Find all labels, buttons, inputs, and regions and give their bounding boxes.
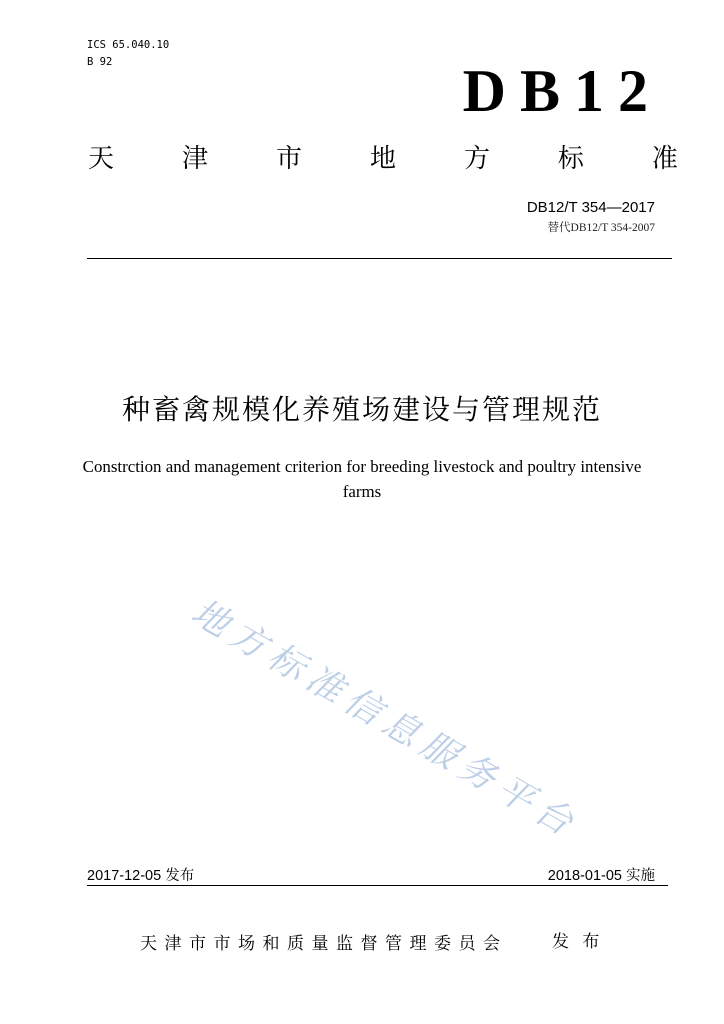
replaces-note: 替代DB12/T 354-2007 (547, 222, 655, 234)
standard-type-char: 标 (557, 144, 584, 174)
standard-type-char: 市 (275, 144, 302, 174)
standard-type-char: 准 (651, 144, 678, 174)
title-english: Constrction and management criterion for breeding livestock and poultry intensive farms (82, 457, 642, 501)
issuing-authority: 天津市市场和质量监督管理委员会 (140, 934, 508, 954)
standard-type-heading (88, 145, 678, 173)
footer-divider (87, 885, 668, 886)
watermark: 地方标准信息服务平台 (184, 591, 587, 848)
header-divider (87, 258, 672, 259)
standard-number: DB12/T 354—2017 (526, 199, 655, 216)
standard-type-char: 津 (181, 144, 208, 174)
standard-type-char: 方 (463, 144, 490, 174)
standard-type-char: 天 (88, 144, 115, 174)
ccs-code: B 92 (87, 56, 113, 68)
issue-label: 发 布 (552, 932, 604, 952)
implementation-date: 2018-01-05 实施 (547, 868, 655, 884)
issue-date: 2017-12-05 发布 (87, 868, 195, 884)
standard-type-char: 地 (369, 144, 396, 174)
standard-code-mark: DB12 (462, 58, 662, 124)
ics-code: ICS 65.040.10 (87, 39, 170, 51)
title-chinese: 种畜禽规模化养殖场建设与管理规范 (121, 393, 602, 426)
